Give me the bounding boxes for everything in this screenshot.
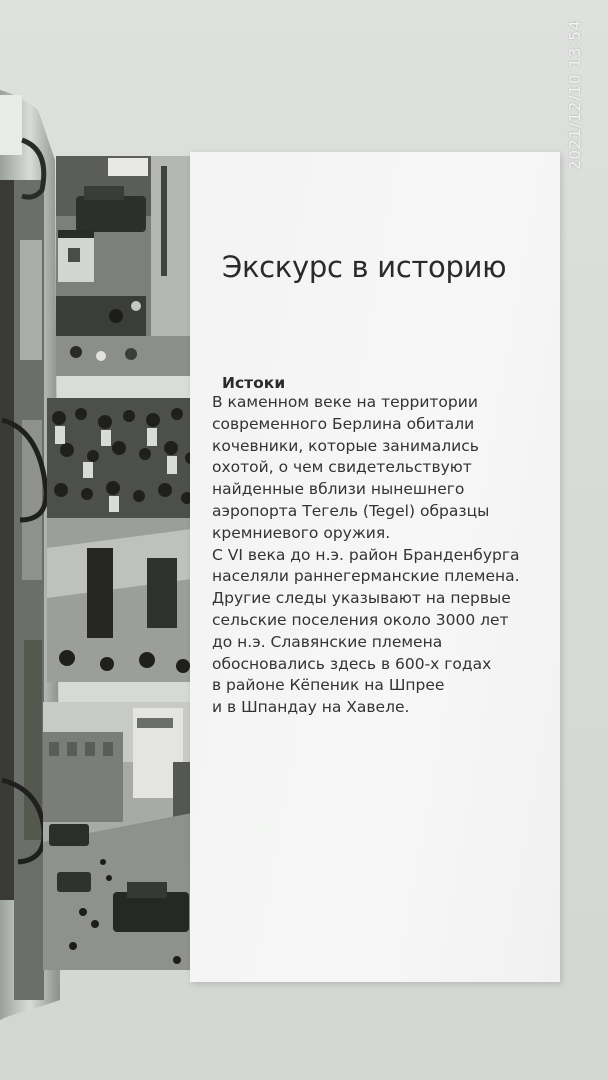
body-line: до н.э. Славянские племена — [212, 632, 443, 651]
body-line: кремниевого оружия. — [212, 523, 391, 542]
timestamp-overlay: 2021/12/10 13:54 — [566, 20, 584, 171]
body-line: кочевники, которые занимались — [212, 436, 479, 455]
body-line: Другие следы указывают на первые — [212, 589, 511, 608]
body-line: и в Шпандау на Хавеле. — [212, 698, 410, 717]
section-subheading: Истоки — [222, 374, 286, 392]
body-line: С VI века до н.э. район Бранденбурга — [212, 545, 520, 564]
checkpoint-tanks-photo — [56, 156, 204, 376]
body-line: обосновались здесь в 600-х годах — [212, 654, 492, 673]
body-line: найденные вблизи нынешнего — [212, 480, 465, 499]
body-text — [212, 392, 520, 719]
body-line: В каменном веке на территории — [212, 393, 478, 411]
crowd-on-wall-photo — [47, 398, 199, 682]
body-line: охотой, о чем свидетельствуют — [212, 458, 472, 477]
page-heading: Экскурс в историю — [222, 250, 507, 284]
body-line: населяли раннегерманские племена. — [212, 567, 520, 586]
body-line: в районе Кёпеник на Шпрее — [212, 676, 445, 695]
body-line: сельские поселения около 3000 лет — [212, 610, 509, 629]
body-line: современного Берлина обитали — [212, 414, 475, 433]
body-line: аэропорта Тегель (Tegel) образцы — [212, 501, 490, 520]
book-page — [190, 152, 560, 982]
street-tanks-photo — [43, 702, 197, 970]
